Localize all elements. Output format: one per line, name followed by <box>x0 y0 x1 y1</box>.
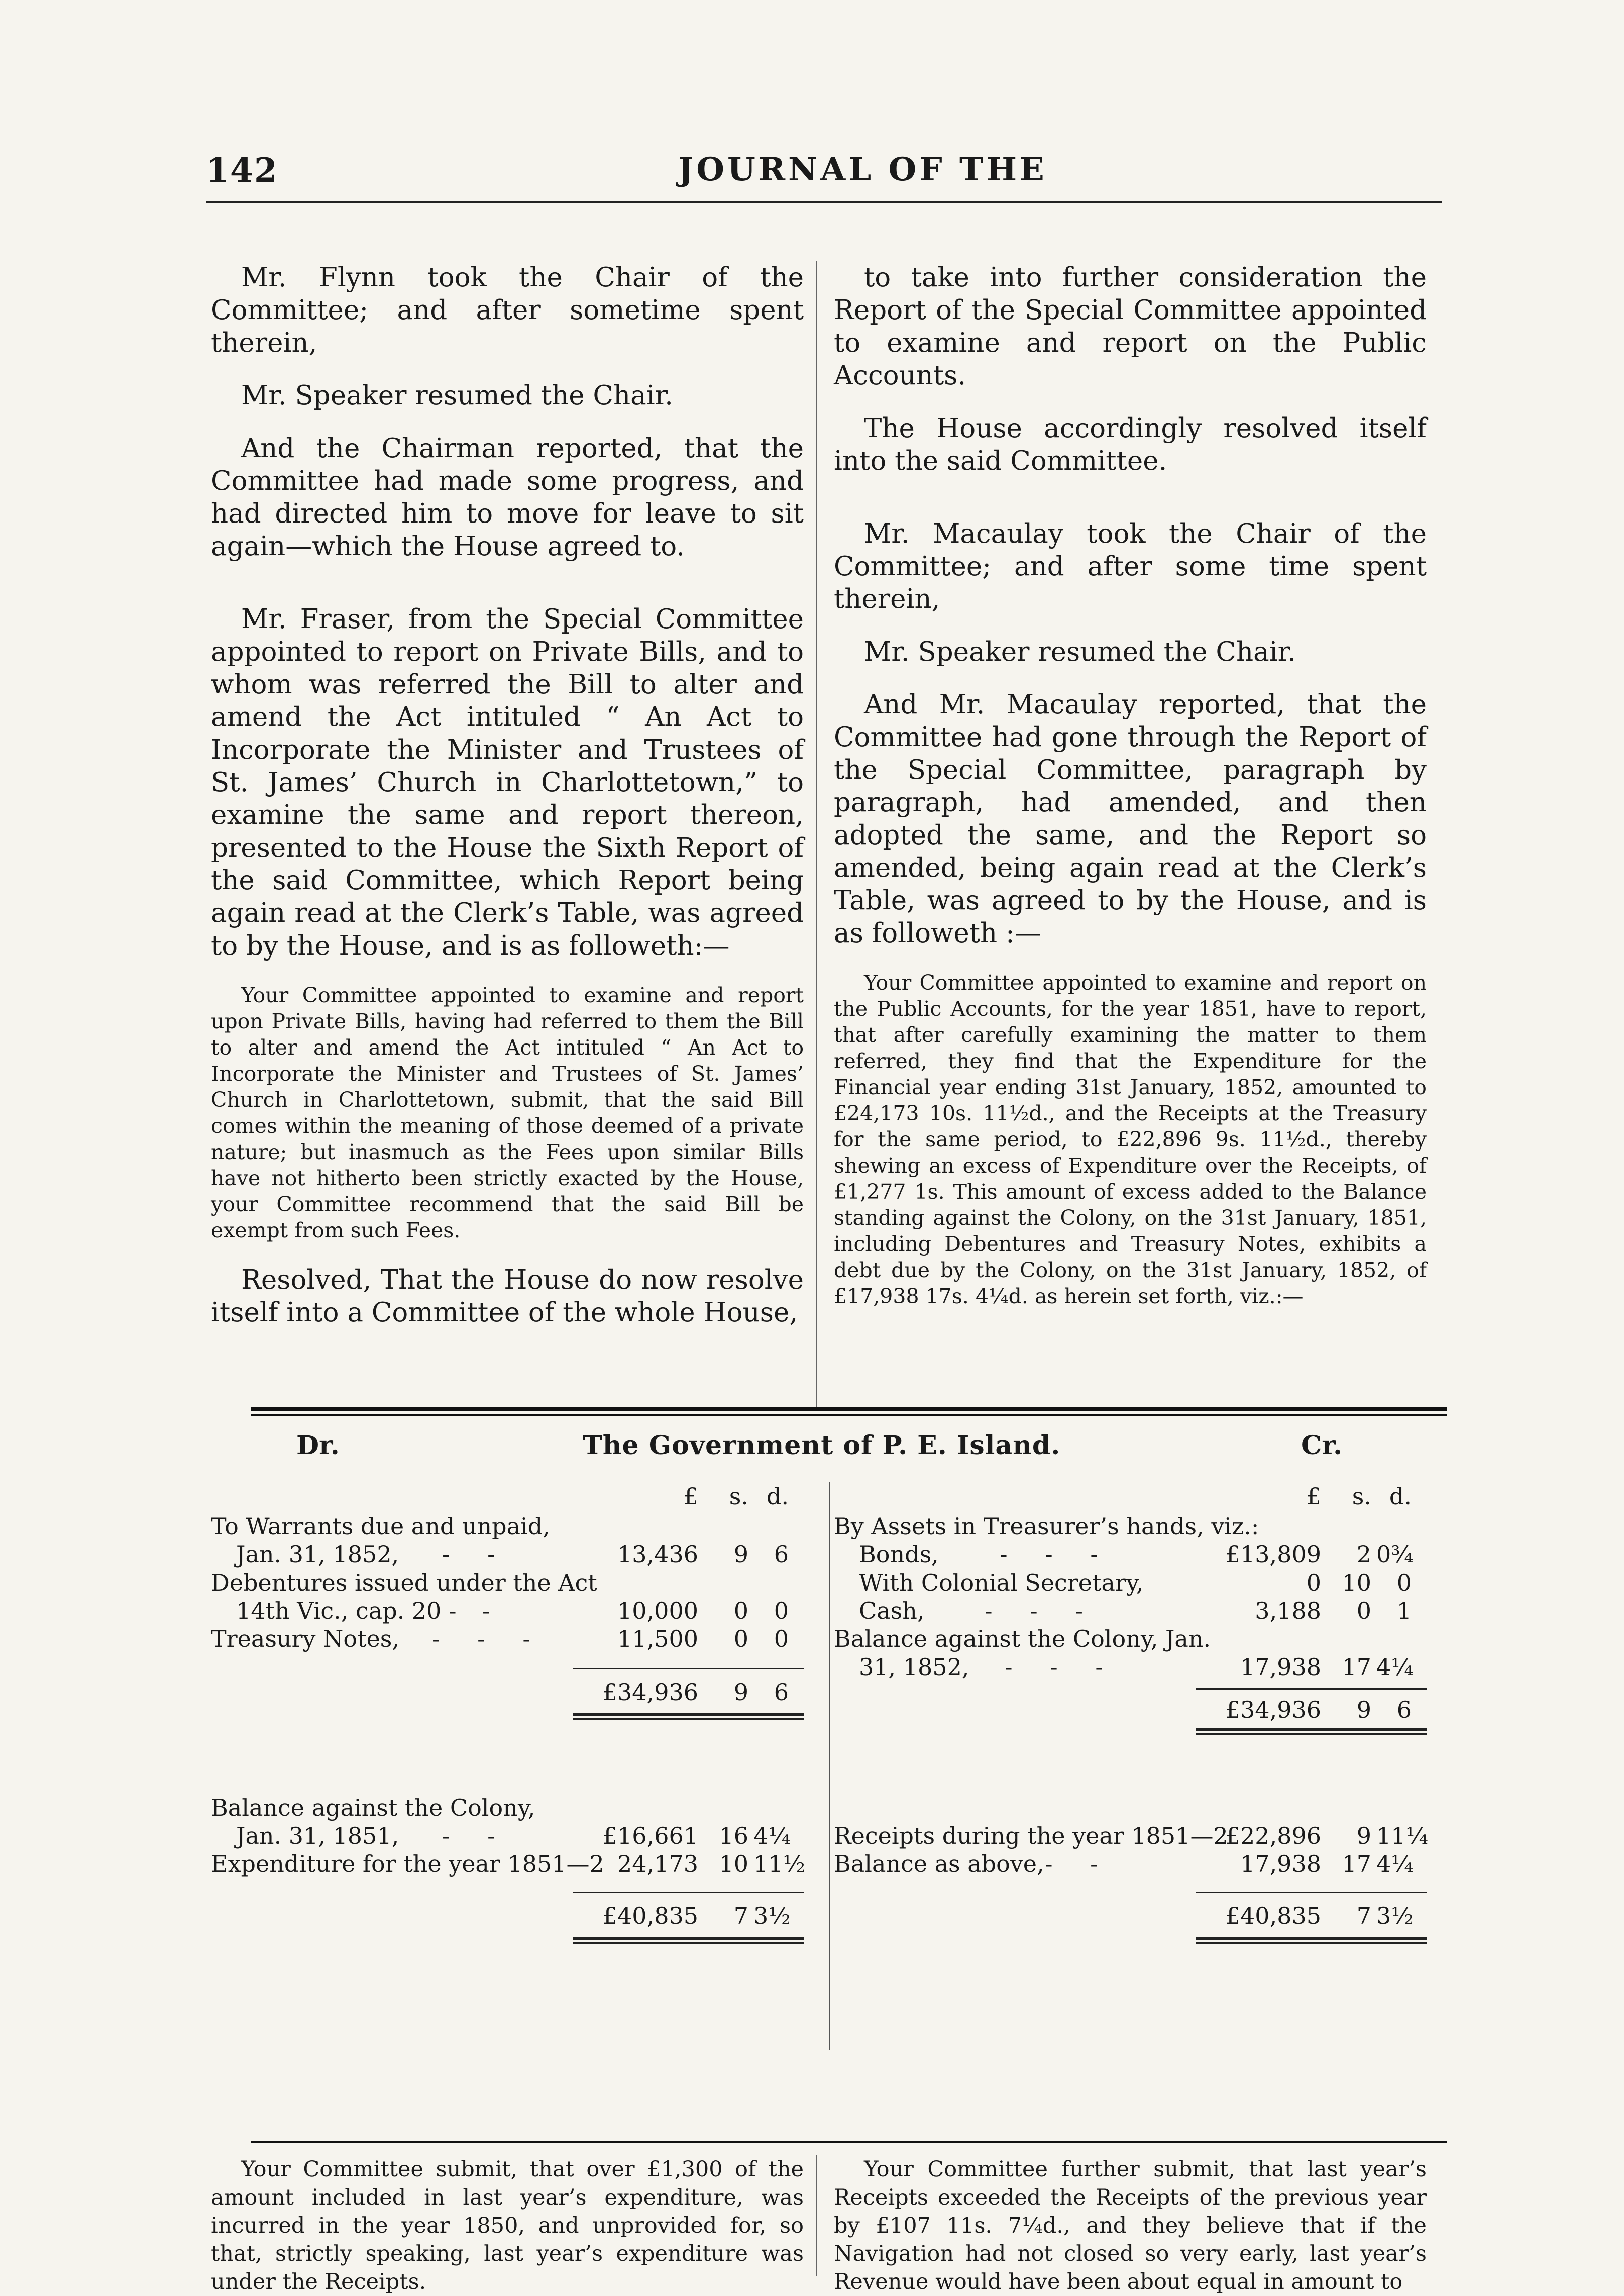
row-pounds: 0 <box>1306 1569 1321 1596</box>
total-pence: 3½ <box>753 1902 791 1929</box>
table-rule-bottom <box>251 2141 1447 2143</box>
sum-rule <box>573 1668 804 1669</box>
row-pence: 0 <box>774 1597 789 1624</box>
row-pence: 11½ <box>753 1850 806 1877</box>
paragraph: Mr. Speaker resumed the Chair. <box>864 637 1296 667</box>
table-row <box>211 1822 814 1850</box>
total-row <box>834 1696 1437 1724</box>
resolution: Resolved, That the House do now resolve itself into a Committee of the whole House, <box>211 1265 804 1328</box>
lsd-header <box>834 1482 1437 1510</box>
row-pence: 11¼ <box>1376 1822 1429 1849</box>
table-row <box>211 1850 814 1878</box>
row-pence: 0¾ <box>1376 1541 1414 1568</box>
total-pounds: £34,936 <box>1225 1696 1321 1723</box>
row-pence: 1 <box>1396 1597 1412 1624</box>
paragraph: The House accordingly resolved itself into the said Committee. <box>834 413 1427 476</box>
bottom-right-paragraph <box>834 2155 1427 2296</box>
total-double-rule <box>1196 1728 1427 1735</box>
row-label: Receipts during the year 1851—2 <box>834 1822 1228 1849</box>
table-row <box>834 1540 1437 1569</box>
row-label: Jan. 31, 1851, <box>236 1822 399 1849</box>
total-row <box>211 1902 814 1930</box>
row-label: Jan. 31, 1852, <box>236 1541 399 1568</box>
total-double-rule <box>1196 1937 1427 1944</box>
row-label: Treasury Notes, <box>211 1625 400 1652</box>
row-pounds: 3,188 <box>1255 1597 1321 1624</box>
row-shillings: 17 <box>1342 1850 1371 1877</box>
row-shillings: 9 <box>1356 1822 1371 1849</box>
paragraph: Your Committee submit, that over £1,300 of the amount included in last year’s expenditure, was incurred in the year 1850, and unprovided for, so that, strictly speaking, last year’s expenditure was under the Receipts. <box>211 2157 804 2294</box>
row-label: 14th Vic., cap. 20 - <box>236 1597 457 1624</box>
pounds-heading: £ <box>1306 1483 1321 1510</box>
paragraph: Mr. Speaker resumed the Chair. <box>241 380 674 411</box>
row-pounds: 24,173 <box>617 1850 698 1877</box>
row-label: Cash, <box>859 1597 925 1624</box>
pence-heading: d. <box>766 1483 789 1510</box>
pounds-heading: £ <box>683 1483 698 1510</box>
row-shillings: 9 <box>733 1541 748 1568</box>
row-pence: 0 <box>1396 1569 1412 1596</box>
row-pounds: 10,000 <box>617 1597 698 1624</box>
table-row <box>834 1653 1437 1681</box>
row-shillings: 16 <box>719 1822 748 1849</box>
bottom-left-paragraph <box>211 2155 804 2296</box>
table-row <box>211 1625 814 1653</box>
shillings-heading: s. <box>729 1483 748 1510</box>
paragraph: to take into further consideration the Report of the Special Committee appointed to examine and report on the Public Accounts. <box>834 262 1427 391</box>
row-leaders: - - <box>442 1541 510 1568</box>
table-row <box>834 1569 1437 1597</box>
total-pounds: £34,936 <box>602 1679 698 1706</box>
row-pounds: £22,896 <box>1225 1822 1321 1849</box>
row-shillings: 10 <box>1342 1569 1371 1596</box>
row-label: Balance against the Colony, <box>211 1794 535 1821</box>
table-row <box>211 1512 814 1540</box>
total-shillings: 7 <box>1356 1902 1371 1929</box>
total-pence: 3½ <box>1376 1902 1414 1929</box>
running-title: JOURNAL OF THE <box>678 151 1047 188</box>
row-pounds: £13,809 <box>1225 1541 1321 1568</box>
table-row <box>834 1512 1437 1540</box>
table-row <box>211 1794 814 1822</box>
total-pounds: £40,835 <box>1225 1902 1321 1929</box>
table-row <box>211 1569 814 1597</box>
row-pounds: 11,500 <box>617 1625 698 1652</box>
table-rule-top <box>251 1407 1447 1411</box>
row-leaders: - - - <box>432 1625 546 1652</box>
row-shillings: 0 <box>1356 1597 1371 1624</box>
row-shillings: 0 <box>733 1625 748 1652</box>
row-pounds: 13,436 <box>617 1541 698 1568</box>
row-pounds: 17,938 <box>1240 1850 1321 1877</box>
row-pounds: 17,938 <box>1240 1653 1321 1681</box>
right-column <box>834 261 1427 1329</box>
row-pence: 4¼ <box>1376 1653 1414 1681</box>
credit-heading: Cr. <box>1301 1430 1343 1461</box>
paragraph: Mr. Flynn took the Chair of the Committee; and after sometime spent therein, <box>211 262 804 358</box>
row-pence: 0 <box>774 1625 789 1652</box>
table-row <box>834 1597 1437 1625</box>
row-shillings: 2 <box>1356 1541 1371 1568</box>
total-shillings: 7 <box>733 1902 748 1929</box>
paragraph: And Mr. Macaulay reported, that the Committee had gone through the Report of the Special Committee, paragraph by paragraph, had amended, and then adopted the same, and the Report so amended, being again read at the Clerk’s Table, was agreed to by the House, and is as followeth :— <box>834 689 1427 949</box>
row-label: Expenditure for the year 1851—2 <box>211 1850 604 1877</box>
row-leaders: - - - <box>1000 1541 1113 1568</box>
lsd-header <box>211 1482 814 1510</box>
table-row <box>834 1850 1437 1878</box>
total-row <box>211 1678 814 1706</box>
paragraph: And the Chairman reported, that the Committee had made some progress, and had directed him to move for leave to sit again—which the House agreed to. <box>211 433 804 562</box>
row-label: 31, 1852, <box>859 1653 969 1681</box>
page-header <box>206 151 1442 196</box>
total-double-rule <box>573 1713 804 1720</box>
left-column <box>211 261 804 1349</box>
total-pounds: £40,835 <box>602 1902 698 1929</box>
row-leaders: - <box>482 1597 505 1624</box>
bottom-column-divider <box>816 2155 817 2276</box>
total-pence: 6 <box>1396 1696 1412 1723</box>
total-double-rule <box>573 1937 804 1944</box>
total-row <box>834 1902 1437 1930</box>
row-label: Bonds, <box>859 1541 939 1568</box>
total-pence: 6 <box>774 1679 789 1706</box>
table-rule-top-thin <box>251 1414 1447 1416</box>
sum-rule <box>1196 1688 1427 1690</box>
total-shillings: 9 <box>1356 1696 1371 1723</box>
row-shillings: 17 <box>1342 1653 1371 1681</box>
row-pence: 4¼ <box>753 1822 791 1849</box>
row-label: Balance as above, <box>834 1850 1044 1877</box>
row-shillings: 0 <box>733 1597 748 1624</box>
row-label: By Assets in Treasurer’s hands, viz.: <box>834 1513 1259 1540</box>
table-row <box>211 1540 814 1569</box>
table-row <box>211 1597 814 1625</box>
debit-heading: Dr. <box>296 1430 340 1461</box>
account-title-row <box>211 1432 1447 1462</box>
paragraph: Your Committee further submit, that last year’s Receipts exceeded the Receipts of the previous year by £107 11s. 7¼d., and they believe that if the Navigation had not closed so very early, last year’s Revenue would have been about equal in amount to <box>834 2157 1427 2294</box>
row-pounds: £16,661 <box>602 1822 698 1849</box>
pence-heading: d. <box>1389 1483 1412 1510</box>
committee-report-text: Your Committee appointed to examine and report upon Private Bills, having had referred to them the Bill to alter and amend the Act intituled “ An Act to Incorporate the Minister and Trustees of St. James’ Church in Charlottetown, submit, that the said Bill comes within the meaning of those deemed of a private nature; but inasmuch as the Fees upon similar Bills have not hitherto been strictly exacted by the House, your Committee recommend that the said Bill be exempt from such Fees. <box>211 983 804 1242</box>
header-rule <box>206 201 1442 203</box>
table-row <box>834 1625 1437 1653</box>
account-divider <box>829 1482 830 2050</box>
row-leaders: - - <box>1045 1850 1113 1877</box>
row-shillings: 10 <box>719 1850 748 1877</box>
total-shillings: 9 <box>733 1679 748 1706</box>
row-leaders: - - <box>442 1822 510 1849</box>
paragraph: Mr. Macaulay took the Chair of the Committee; and after some time spent therein, <box>834 518 1427 614</box>
row-label: Debentures issued under the Act <box>211 1569 597 1596</box>
paragraph: Mr. Fraser, from the Special Committee appointed to report on Private Bills, and to whom was referred the Bill to alter and amend the Act intituled “ An Act to Incorporate the Minister and Trustees of St. James’ Church in Charlottetown,” to examine the same and report thereon, presented to the House the Sixth Report of the said Committee, which Report being again read at the Clerk’s Table, was agreed to by the House, and is as followeth:— <box>211 604 804 961</box>
sum-rule <box>573 1892 804 1893</box>
row-label: With Colonial Secretary, <box>859 1569 1144 1596</box>
page-number: 142 <box>206 151 278 190</box>
row-leaders: - - - <box>1005 1653 1118 1681</box>
account-title: The Government of P. E. Island. <box>583 1430 1061 1461</box>
row-label: Balance against the Colony, Jan. <box>834 1625 1211 1652</box>
table-row <box>834 1822 1437 1850</box>
shillings-heading: s. <box>1352 1483 1371 1510</box>
row-leaders: - - - <box>985 1597 1098 1624</box>
row-label: To Warrants due and unpaid, <box>211 1513 550 1540</box>
sum-rule <box>1196 1892 1427 1893</box>
row-pence: 6 <box>774 1541 789 1568</box>
column-divider <box>816 261 817 1407</box>
row-pence: 4¼ <box>1376 1850 1414 1877</box>
committee-report-text: Your Committee appointed to examine and report on the Public Accounts, for the year 1851, have to report, that after carefully examining the matter to them referred, they find that the Expenditure for the Financial year ending 31st January, 1852, amounted to £24,173 10s. 11½d., and the Receipts at the Treasury for the same period, to £22,896 9s. 11½d., thereby shewing an excess of Expenditure over the Receipts, of £1,277 1s. This amount of excess added to the Balance standing against the Colony, on the 31st January, 1851, including Debentures and Treasury Notes, exhibits a debt due by the Colony, on the 31st January, 1852, of £17,938 17s. 4¼d. as herein set forth, viz.:— <box>834 971 1427 1308</box>
